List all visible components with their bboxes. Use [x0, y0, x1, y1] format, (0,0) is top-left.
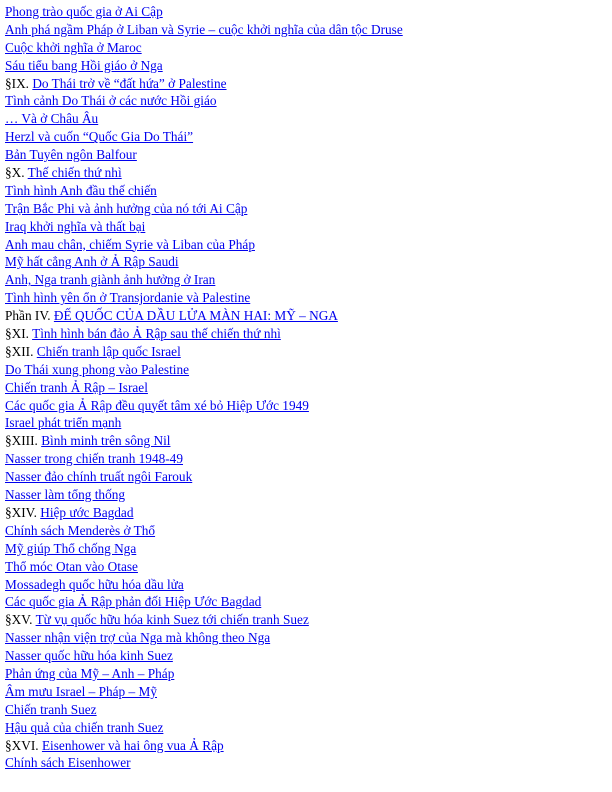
section-prefix: §XVI.: [5, 737, 42, 753]
toc-line: [5, 361, 605, 379]
toc-link[interactable]: Anh phá ngầm Pháp ở Liban và Syrie – cuộc khởi nghĩa của dân tộc Druse: [5, 21, 403, 37]
toc-line: [5, 182, 605, 200]
toc-link[interactable]: Âm mưu Israel – Pháp – Mỹ: [5, 683, 157, 699]
toc-link[interactable]: Mỹ hất cẳng Anh ở Ả Rập Saudi: [5, 254, 179, 270]
toc-line: [5, 450, 605, 468]
toc-link[interactable]: Chiến tranh lập quốc Israel: [36, 343, 181, 359]
toc-line: [5, 75, 605, 93]
toc-link[interactable]: Tình hình Anh đầu thế chiến: [5, 182, 157, 198]
toc-line: [5, 3, 605, 21]
section-prefix: §XIV.: [5, 504, 41, 520]
toc-line: [5, 397, 605, 415]
toc-link[interactable]: Phong trào quốc gia ở Ai Cập: [5, 4, 163, 19]
toc-line: [5, 128, 605, 146]
toc-link[interactable]: Sáu tiểu bang Hồi giáo ở Nga: [5, 57, 163, 73]
toc-line: [5, 719, 605, 737]
toc-link[interactable]: Trận Bắc Phi và ảnh hưởng của nó tới Ai Cập: [5, 200, 248, 216]
toc-link[interactable]: Nasser nhận viện trợ của Nga mà không theo Nga: [5, 630, 271, 646]
toc-link[interactable]: Chiến tranh Ả Rập – Israel: [5, 379, 148, 395]
section-prefix: Phần IV.: [5, 308, 54, 324]
toc-link[interactable]: Tình hình yên ổn ở Transjordanie và Palestine: [5, 290, 251, 306]
toc-line: [5, 164, 605, 182]
toc-link[interactable]: Anh mau chân, chiếm Syrie và Liban của Pháp: [5, 236, 255, 252]
toc-link[interactable]: … Và ở Châu Âu: [5, 111, 99, 127]
section-prefix: §XIII.: [5, 433, 42, 449]
toc-line: [5, 253, 605, 271]
toc-link[interactable]: Bình minh trên sông Nil: [41, 433, 171, 449]
toc-link[interactable]: Do Thái xung phong vào Palestine: [5, 361, 190, 377]
table-of-contents: [5, 3, 605, 772]
toc-line: [5, 432, 605, 450]
toc-link[interactable]: Do Thái trở về “đất hứa” ở Palestine: [32, 75, 227, 91]
toc-line: [5, 414, 605, 432]
toc-line: [5, 754, 605, 772]
toc-line: [5, 39, 605, 57]
toc-line: [5, 683, 605, 701]
toc-link[interactable]: Nasser quốc hữu hóa kinh Suez: [5, 648, 173, 664]
toc-line: [5, 343, 605, 361]
toc-link[interactable]: Từ vụ quốc hữu hóa kinh Suez tới chiến tranh Suez: [35, 612, 309, 628]
toc-link[interactable]: Hiệp ước Bagdad: [40, 504, 134, 520]
toc-link[interactable]: Cuộc khởi nghĩa ở Maroc: [5, 39, 142, 55]
section-prefix: §XV.: [5, 612, 36, 628]
toc-line: [5, 593, 605, 611]
toc-line: [5, 146, 605, 164]
section-prefix: §IX.: [5, 75, 33, 91]
toc-line: [5, 289, 605, 307]
toc-line: [5, 540, 605, 558]
toc-link[interactable]: Chiến tranh Suez: [5, 701, 97, 717]
toc-line: [5, 110, 605, 128]
toc-line: [5, 504, 605, 522]
section-prefix: §X.: [5, 165, 28, 181]
toc-line: [5, 21, 605, 39]
section-prefix: §XI.: [5, 326, 33, 342]
toc-line: [5, 218, 605, 236]
toc-link[interactable]: Nasser làm tổng thống: [5, 487, 126, 503]
toc-line: [5, 701, 605, 719]
toc-line: [5, 558, 605, 576]
toc-line: [5, 665, 605, 683]
toc-link[interactable]: Mỹ giúp Thổ chống Nga: [5, 540, 137, 556]
toc-link[interactable]: Nasser trong chiến tranh 1948-49: [5, 451, 183, 467]
toc-link[interactable]: Các quốc gia Ả Rập phản đối Hiệp Ước Bagdad: [5, 594, 262, 610]
toc-line: [5, 92, 605, 110]
toc-link[interactable]: Hậu quả của chiến tranh Suez: [5, 719, 164, 735]
toc-link[interactable]: Anh, Nga tranh giành ảnh hưởng ở Iran: [5, 272, 216, 288]
toc-line: [5, 307, 605, 325]
toc-link[interactable]: Tình cảnh Do Thái ở các nước Hồi giáo: [5, 93, 217, 109]
toc-line: [5, 611, 605, 629]
toc-line: [5, 57, 605, 75]
toc-line: [5, 379, 605, 397]
toc-line: [5, 325, 605, 343]
toc-link[interactable]: Bản Tuyên ngôn Balfour: [5, 147, 137, 163]
toc-link[interactable]: Chính sách Eisenhower: [5, 755, 131, 771]
toc-line: [5, 522, 605, 540]
toc-line: [5, 271, 605, 289]
toc-link[interactable]: Iraq khởi nghĩa và thất bại: [5, 218, 146, 234]
toc-link[interactable]: Thế chiến thứ nhì: [27, 165, 122, 181]
toc-link[interactable]: Israel phát triển mạnh: [5, 415, 122, 431]
toc-link[interactable]: Thổ móc Otan vào Otase: [5, 558, 138, 574]
toc-line: [5, 200, 605, 218]
toc-link[interactable]: Herzl và cuốn “Quốc Gia Do Thái”: [5, 129, 194, 145]
toc-line: [5, 236, 605, 254]
toc-link[interactable]: ĐẾ QUỐC CỦA DẦU LỬA MÀN HAI: MỸ – NGA: [53, 308, 338, 324]
toc-link[interactable]: Tình hình bán đảo Ả Rập sau thế chiến thứ nhì: [32, 326, 281, 342]
toc-line: [5, 576, 605, 594]
toc-line: [5, 647, 605, 665]
toc-link[interactable]: Phản ứng của Mỹ – Anh – Pháp: [5, 665, 175, 681]
toc-link[interactable]: Chính sách Menderès ở Thổ: [5, 522, 156, 538]
toc-line: [5, 737, 605, 755]
toc-line: [5, 486, 605, 504]
toc-link[interactable]: Các quốc gia Ả Rập đều quyết tâm xé bỏ Hiệp Ước 1949: [5, 397, 309, 413]
toc-line: [5, 629, 605, 647]
toc-link[interactable]: Eisenhower và hai ông vua Ả Rập: [41, 737, 224, 753]
section-prefix: §XII.: [5, 343, 37, 359]
toc-link[interactable]: Nasser đảo chính truất ngôi Farouk: [5, 469, 193, 485]
toc-link[interactable]: Mossadegh quốc hữu hóa dầu lửa: [5, 576, 184, 592]
toc-line: [5, 468, 605, 486]
